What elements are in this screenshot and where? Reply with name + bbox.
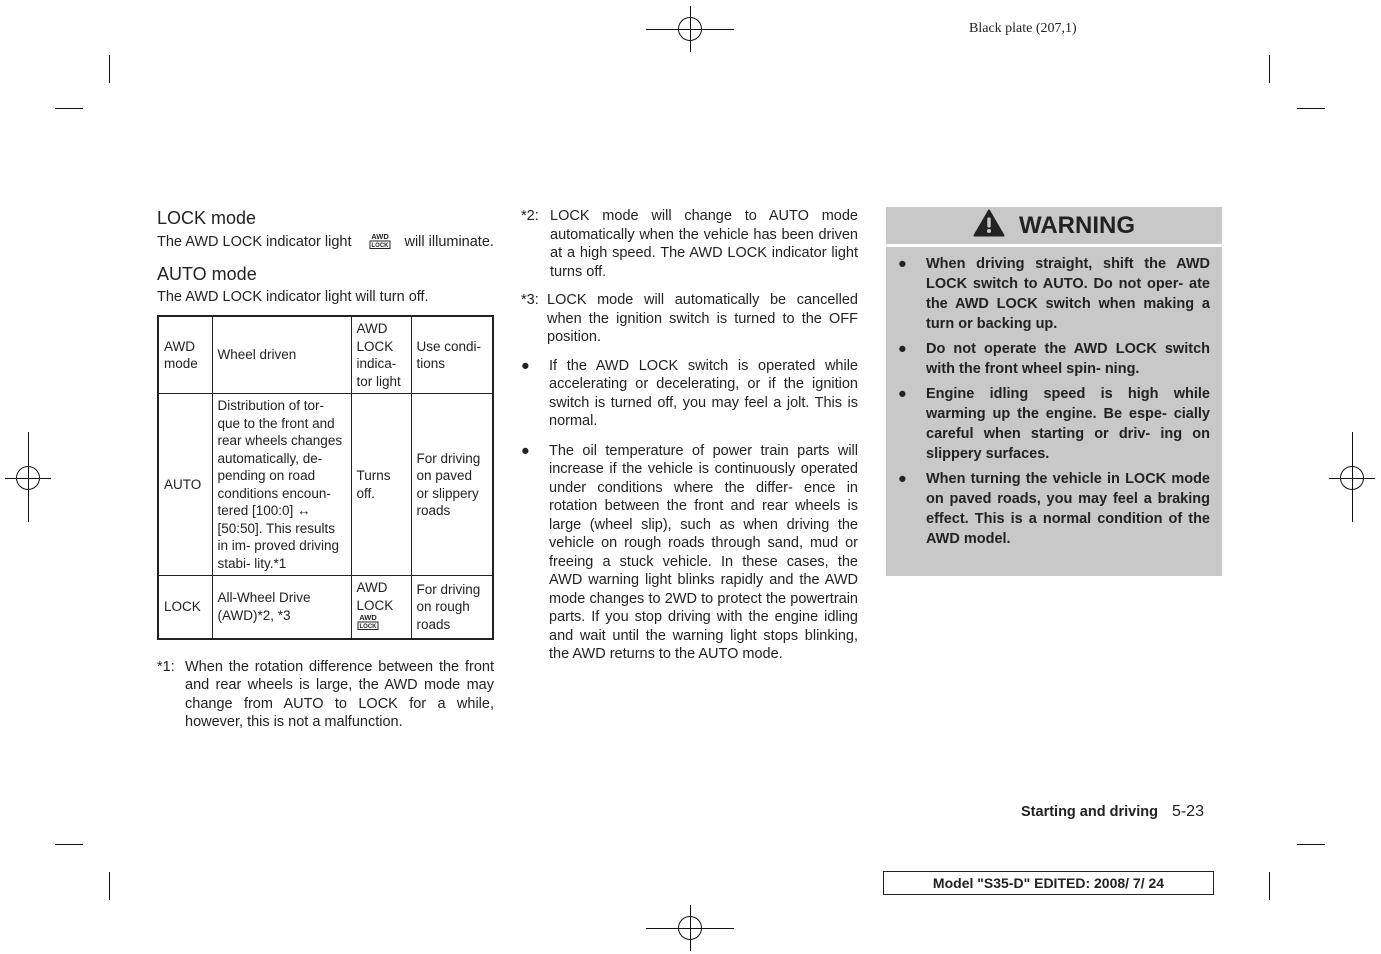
warning-item: ● Engine idling speed is high while warming up the engine. Be espe- cially careful when starting or driv- ing on slippery surfaces.	[898, 386, 1210, 462]
table-cell: For driving on paved or slippery roads	[411, 394, 493, 576]
awd-mode-table	[157, 315, 494, 640]
awd-lock-indicator-icon	[357, 613, 406, 635]
footnote-1: *1: When the rotation difference between the front and rear wheels is large, the AWD mode may change from AUTO to LOCK for a while, however, this is not a malfunction.	[157, 658, 494, 730]
warning-item: ● When turning the vehicle in LOCK mode on paved roads, you may feel a braking effect. This is a normal condition of the AWD model.	[898, 471, 1210, 547]
awd-lock-indicator-icon	[369, 232, 391, 249]
table-cell: Distribution of tor- que to the front and rear wheels changes automatically, de- pending on road conditions encoun- tered [100:0] ↔ [50:50]. This results in im- proved driving stabi- lity.*1	[212, 394, 351, 576]
auto-mode-heading: AUTO mode	[157, 263, 257, 284]
column-left	[157, 205, 494, 732]
warning-item: ● Do not operate the AWD LOCK switch with the front wheel spin- ning.	[898, 341, 1210, 377]
svg-text:LOCK: LOCK	[359, 624, 376, 630]
svg-text:AWD: AWD	[371, 232, 390, 241]
crop-mark	[109, 872, 110, 900]
list-item: ● The oil temperature of power train parts will increase if the vehicle is continuously operated under conditions where the differ- ence in rotation between the front and rear wheels is large (wheel slip), such as when driving the vehicle on rough roads through sand, mud or freeing a stuck vehicle. In these cases, the AWD warning light blinks rapidly and the AWD mode changes to 2WD to protect the powertrain parts. If you stop driving with the engine idling and wait until the warning light stops blinking, the AWD returns to the AUTO mode.	[521, 442, 858, 662]
footnote-2: *2: LOCK mode will change to AUTO mode automatically when the vehicle has been driven at a high speed. The AWD LOCK indicator light turns off.	[521, 208, 858, 280]
auto-mode-text: The AWD LOCK indicator light will turn off.	[157, 288, 429, 305]
column-right	[886, 207, 1222, 576]
table-header-row	[158, 316, 493, 394]
crop-mark	[1297, 844, 1325, 845]
page-number: 5-23	[1171, 803, 1204, 820]
column-middle	[521, 207, 858, 664]
page-footer	[1021, 803, 1204, 821]
svg-text:LOCK: LOCK	[371, 243, 389, 249]
section-title: Starting and driving	[1021, 804, 1158, 820]
crop-mark	[109, 55, 110, 83]
indicator-label: AWD LOCK	[356, 580, 394, 613]
crop-mark	[55, 108, 83, 109]
warning-item: ● When driving straight, shift the AWD LOCK switch to AUTO. Do not oper- ate the AWD LOCK switch when making a turn or backing up.	[898, 256, 1210, 332]
crop-mark	[55, 844, 83, 845]
lock-mode-text: The AWD LOCK indicator light AWD LOCK will illuminate.	[157, 232, 494, 250]
list-item: ● If the AWD LOCK switch is operated while accelerating or decelerating, or if the ignition switch is turned off, you may feel a jolt. This is normal.	[521, 357, 858, 429]
footnote-3: *3: LOCK mode will automatically be cancelled when the ignition switch is turned to the OFF position.	[521, 292, 858, 345]
table-cell: AUTO	[158, 394, 212, 576]
table-cell: All-Wheel Drive (AWD)*2, *3	[212, 576, 351, 639]
warning-title: WARNING	[1019, 211, 1135, 239]
model-edited-label: Model "S35-D" EDITED: 2008/ 7/ 24	[883, 871, 1214, 895]
table-row	[158, 576, 493, 639]
crop-mark	[1269, 55, 1270, 83]
warning-list	[886, 247, 1222, 549]
table-cell	[351, 576, 411, 639]
table-header-cell: AWD LOCK indica- tor light	[351, 316, 411, 394]
table-cell: Turns off.	[351, 394, 411, 576]
table-header-cell: Use condi- tions	[411, 316, 493, 394]
table-row	[158, 394, 493, 576]
warning-box	[886, 207, 1222, 576]
crop-mark	[1269, 872, 1270, 900]
warning-header	[886, 207, 1222, 247]
warning-triangle-icon	[973, 209, 1005, 242]
lock-mode-heading: LOCK mode	[157, 208, 257, 228]
crop-mark	[1297, 108, 1325, 109]
table-header-cell: AWD mode	[158, 316, 212, 394]
table-header-cell: Wheel driven	[212, 316, 351, 394]
svg-text:AWD: AWD	[358, 613, 377, 622]
table-cell: For driving on rough roads	[411, 576, 493, 639]
table-cell: LOCK	[158, 576, 212, 639]
plate-label: Black plate (207,1)	[969, 21, 1077, 36]
